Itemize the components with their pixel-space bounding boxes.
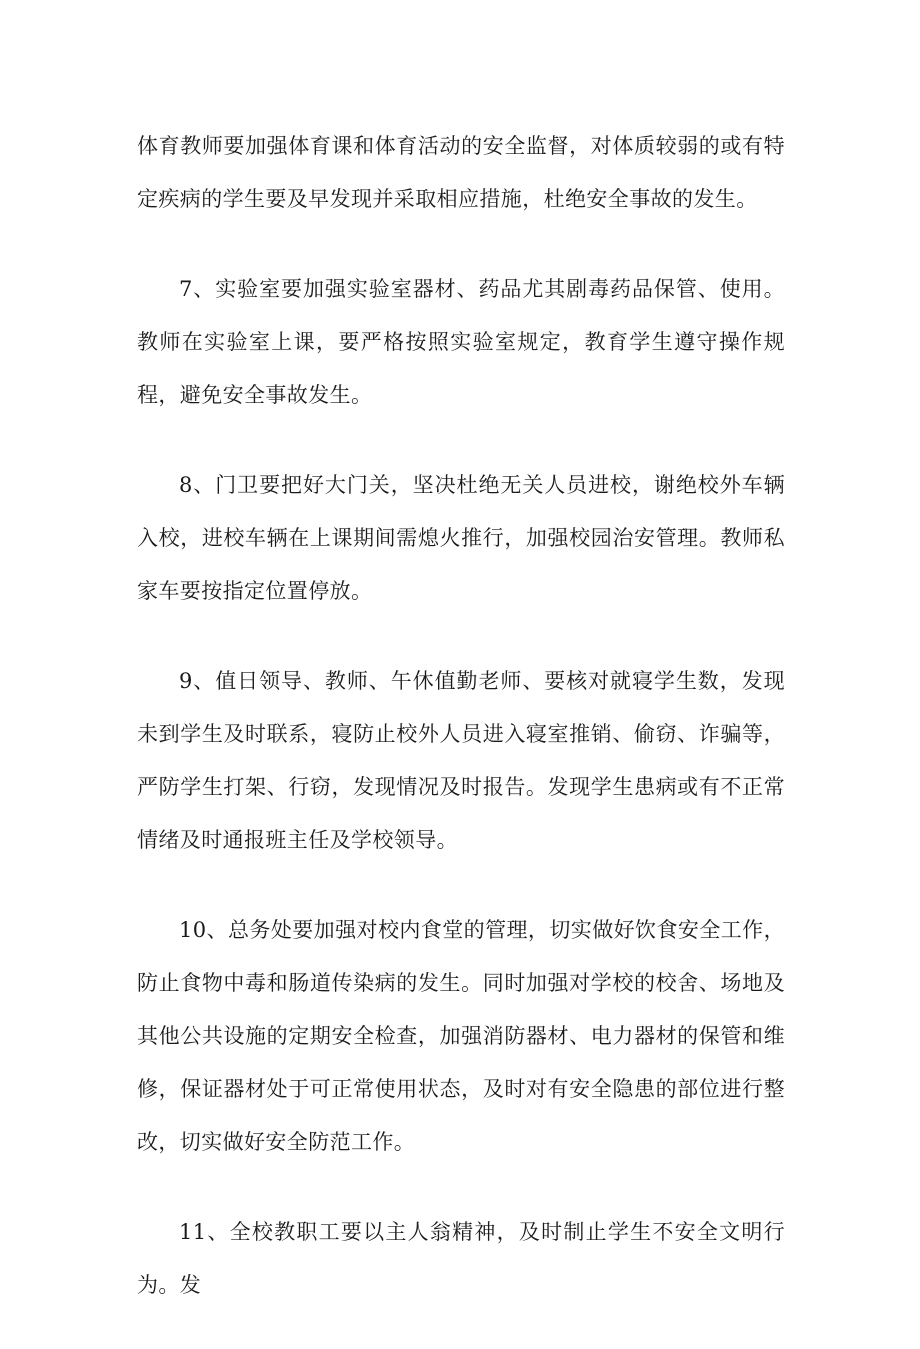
paragraph-item-9-duty-staff: 9、值日领导、教师、午休值勤老师、要核对就寝学生数，发现未到学生及时联系，寝防止校外人员进入寝室推销、偷窃、诈骗等，严防学生打架、行窃，发现情况及时报告。发现学生患病或有不正常情绪及时通报班主任及学校领导。 <box>137 669 785 852</box>
paragraph-pe-teacher-safety: 体育教师要加强体育课和体育活动的安全监督，对体质较弱的或有特定疾病的学生要及早发现并采取相应措施，杜绝安全事故的发生。 <box>137 134 785 211</box>
paragraph-item-8-gate-guard: 8、门卫要把好大门关，坚决杜绝无关人员进校，谢绝校外车辆入校，进校车辆在上课期间需熄火推行，加强校园治安管理。教师私家车要按指定位置停放。 <box>137 473 785 603</box>
paragraph-item-11-all-staff: 11、全校教职工要以主人翁精神，及时制止学生不安全文明行为。发 <box>137 1220 785 1297</box>
paragraph-item-7-laboratory: 7、实验室要加强实验室器材、药品尤其剧毒药品保管、使用。教师在实验室上课，要严格按照实验室规定，教育学生遵守操作规程，避免安全事故发生。 <box>137 277 785 407</box>
paragraph-item-10-general-affairs: 10、总务处要加强对校内食堂的管理，切实做好饮食安全工作，防止食物中毒和肠道传染病的发生。同时加强对学校的校舍、场地及其他公共设施的定期安全检查，加强消防器材、电力器材的保管和维修，保证器材处于可正常使用状态，及时对有安全隐患的部位进行整改，切实做好安全防范工作。 <box>137 918 785 1154</box>
document-body <box>137 120 785 1349</box>
